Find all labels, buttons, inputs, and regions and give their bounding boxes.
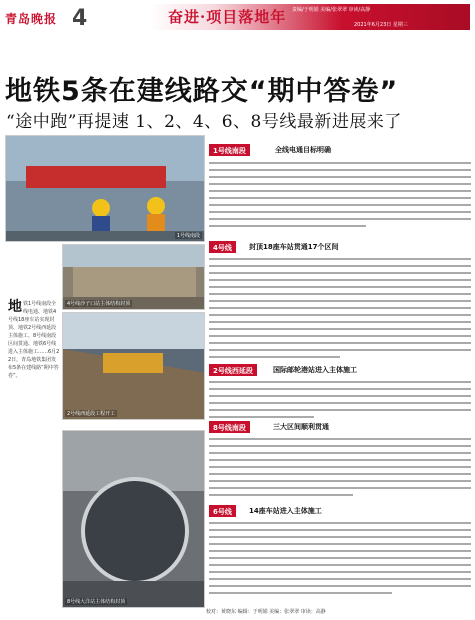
photo-line8-station-image [63,431,205,608]
section-title: 封顶18座车站贯通17个区间 [249,243,339,251]
sidebar-body: 铁1号线南段全线电通、地铁4号线18座车站实现封顶、地铁2号线西延段主体施工、8号线南段区间贯通、地铁6号线进入主体施工……6月22日，青岛地铁集团发布5条在建线路“期中答卷”。 [8,301,60,379]
section-tag: 1号线南段 [209,144,250,156]
section-line1-south [209,144,471,156]
section-line4 [209,241,471,253]
photo-line1-south-image [6,136,205,242]
section-line2-west [209,364,471,376]
photo-caption: 1号线南段 [176,233,200,239]
section-tag: 2号线西延段 [209,364,257,376]
photo-caption: 8号线大洋站主体结构封顶 [67,599,126,605]
headline: 地铁5条在建线路交“期中答卷” [5,76,399,107]
page-number: 4 [72,6,88,31]
footer-credits: 校对：黄晓东 编辑：于明娟 美编：张翠翠 审读：高静 [206,609,326,615]
section-tag: 4号线 [209,241,236,253]
photo-caption: 4号线沙子口站主体结构封顶 [67,301,131,307]
photo-line1-south [5,135,205,242]
section-tag: 6号线 [209,505,236,517]
photo-line8-station [62,430,205,608]
issue-date: 2021年6月23日 星期三 [354,22,408,28]
photo-line4-station [62,244,205,310]
section-title: 14座车站进入主体施工 [249,507,322,515]
section-line8-south [209,421,471,433]
subheadline: “途中跑”再提速 1、2、4、6、8号线最新进展来了 [6,112,402,132]
column-title: 奋进·项目落地年 [168,8,287,26]
article-body-text [209,438,471,501]
section-tag: 8号线南段 [209,421,250,433]
article-body-text [209,258,471,363]
section-title: 三大区间顺利贯通 [273,423,329,431]
section-line6 [209,505,471,517]
section-title: 全线电通目标明确 [275,146,331,154]
article-body-text [209,381,471,423]
newspaper-logo: 青岛晚报 [5,12,58,26]
photo-line2-west-image [63,313,205,420]
article-body-text [209,522,471,599]
dropcap: 地 [8,299,22,315]
photo-line2-west [62,312,205,420]
masthead [0,0,475,36]
photo-caption: 2号线西延段工程开工 [67,411,116,417]
article-body-text [209,162,471,232]
editor-line: 责编/于明娟 美编/张翠翠 审读/高静 [292,7,371,13]
section-title: 国际邮轮港站进入主体施工 [273,366,357,374]
sidebar-lead [8,300,60,380]
